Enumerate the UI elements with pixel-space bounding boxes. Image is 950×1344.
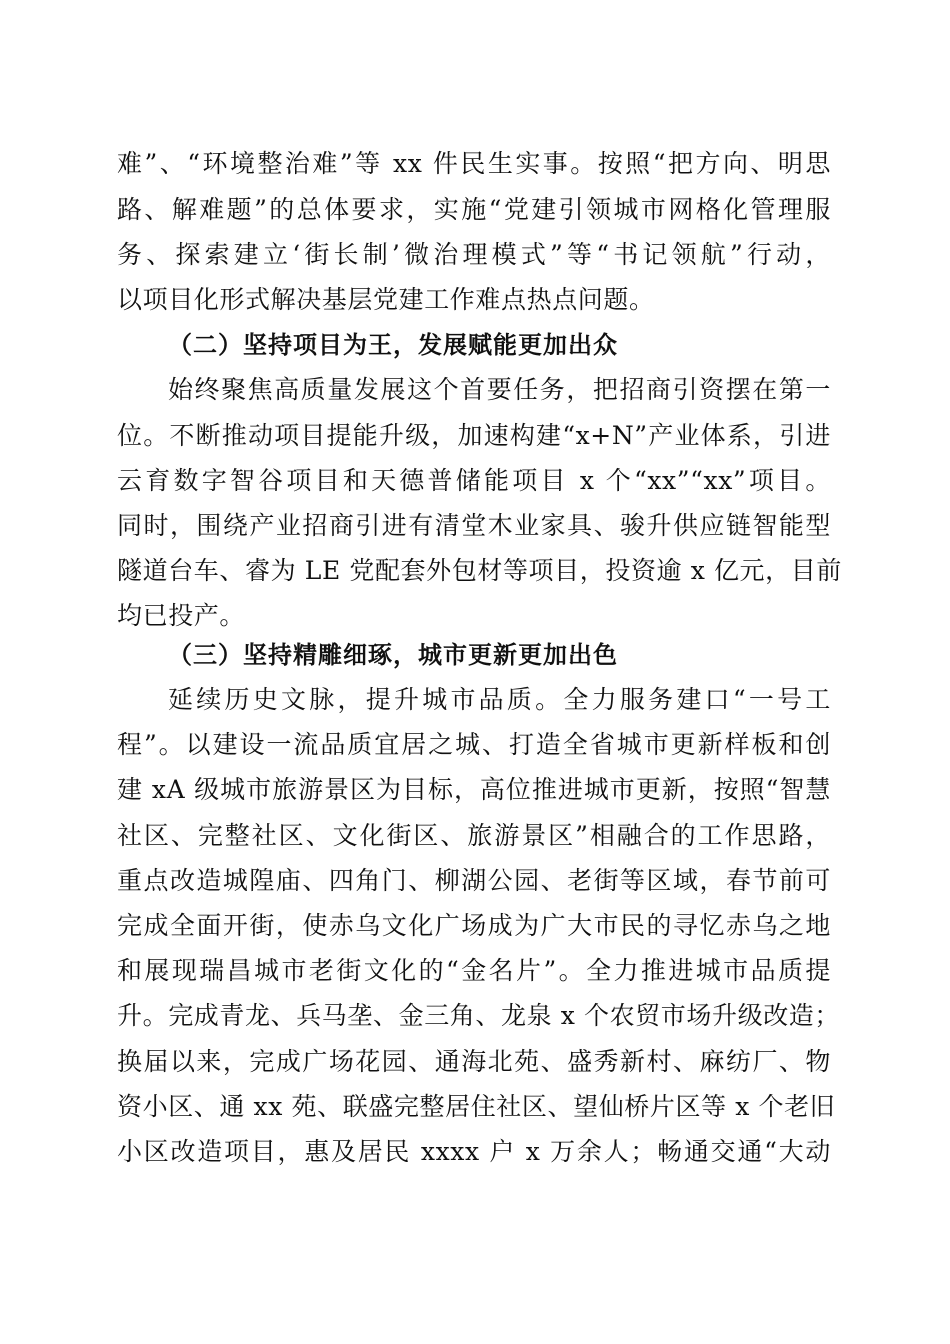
paragraph-line: 同时，围绕产业招商引进有清堂木业家具、骏升供应链智能型 [117, 511, 831, 540]
paragraph-line: 难”、“环境整治难”等 xx 件民生实事。按照“把方向、明思 [117, 149, 831, 178]
paragraph-line: 和展现瑞昌城市老街文化的“金名片”。全力推进城市品质提 [117, 956, 831, 985]
paragraph-line: 路、解难题”的总体要求，实施“党建引领城市网格化管理服 [117, 195, 831, 224]
paragraph-line: 程”。以建设一流品质宜居之城、打造全省城市更新样板和创 [117, 730, 831, 759]
paragraph-line: 资小区、通 xx 苑、联盛完整居住社区、望仙桥片区等 x 个老旧 [117, 1092, 836, 1121]
paragraph-line: 升。完成青龙、兵马垄、金三角、龙泉 x 个农贸市场升级改造； [117, 1001, 840, 1030]
paragraph-line: 社区、完整社区、文化街区、旅游景区”相融合的工作思路， [117, 821, 831, 850]
paragraph-line: 建 xA 级城市旅游景区为目标，高位推进城市更新，按照“智慧 [117, 775, 831, 804]
paragraph-line: 云育数字智谷项目和天德普储能项目 x 个“xx”“xx”项目。 [117, 466, 831, 495]
paragraph-line: 延续历史文脉，提升城市品质。全力服务建口“一号工 [168, 685, 831, 714]
paragraph-line: 务、探索建立‘街长制’微治理模式”等“书记领航”行动， [117, 240, 831, 269]
paragraph-line: 位。不断推动项目提能升级，加速构建“x+N”产业体系，引进 [117, 421, 831, 450]
section-heading: （二）坚持项目为王，发展赋能更加出众 [168, 331, 618, 359]
section-heading: （三）坚持精雕细琢，城市更新更加出色 [168, 641, 618, 669]
paragraph-line: 均已投产。 [117, 601, 246, 630]
paragraph-line: 换届以来，完成广场花园、通海北苑、盛秀新村、麻纺厂、物 [117, 1047, 831, 1076]
paragraph-line: 以项目化形式解决基层党建工作难点热点问题。 [117, 285, 655, 314]
paragraph-line: 重点改造城隍庙、四角门、柳湖公园、老街等区域，春节前可 [117, 866, 831, 895]
paragraph-line: 隧道台车、睿为 LE 党配套外包材等项目，投资逾 x 亿元，目前 [117, 556, 842, 585]
paragraph-line: 始终聚焦高质量发展这个首要任务，把招商引资摆在第一 [168, 375, 831, 404]
paragraph-line: 小区改造项目，惠及居民 xxxx 户 x 万余人；畅通交通“大动 [117, 1137, 831, 1166]
paragraph-line: 完成全面开街，使赤乌文化广场成为广大市民的寻忆赤乌之地 [117, 911, 831, 940]
